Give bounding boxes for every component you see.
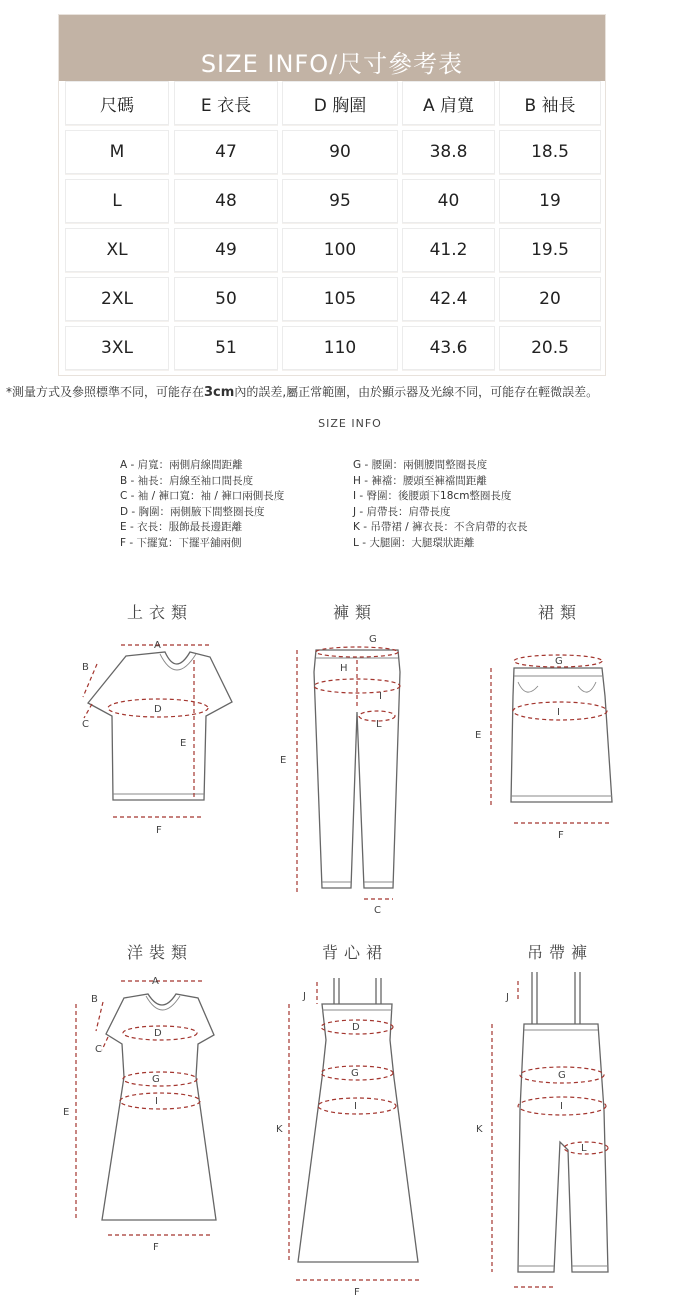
table-header-cell: D 胸圍 <box>282 81 398 125</box>
mark-i: I <box>560 1101 563 1112</box>
table-cell: 20.5 <box>499 326 601 370</box>
mark-c: C <box>374 905 381 916</box>
mark-i: I <box>155 1096 158 1107</box>
table-title: SIZE INFO/尺寸參考表 <box>59 15 605 81</box>
legend-item-b: B - 袖長：肩線至袖口間長度 <box>120 474 254 487</box>
tshirt-dim-c <box>84 704 92 718</box>
table-cell: 95 <box>282 179 398 223</box>
mark-g: G <box>555 656 563 667</box>
mark-a: A <box>154 640 161 651</box>
mark-d: D <box>352 1022 360 1033</box>
dress-dim-b <box>96 1002 103 1031</box>
table-cell: 2XL <box>65 277 169 321</box>
table-cell: 42.4 <box>402 277 495 321</box>
mark-g: G <box>351 1068 359 1079</box>
table-cell: L <box>65 179 169 223</box>
category-skirts: 裙類 <box>537 603 582 622</box>
legend-item-l: L - 大腿圍：大腿環狀距離 <box>353 536 475 549</box>
table-cell: 43.6 <box>402 326 495 370</box>
category-overalls: 吊帶褲 <box>526 943 593 962</box>
overalls-diagram <box>476 972 608 1287</box>
section-label: SIZE INFO <box>318 417 382 430</box>
mark-c: C <box>95 1044 102 1055</box>
table-cell: 90 <box>282 130 398 174</box>
pants-dim-g <box>316 647 398 657</box>
legend-item-h: H - 褲襠：腰頭至褲襠間距離 <box>353 474 487 487</box>
mark-f: F <box>153 1242 159 1253</box>
table-cell: XL <box>65 228 169 272</box>
note-suffix: 內的誤差,屬正常範圍，由於顯示器及光線不同，可能存在輕微誤差。 <box>234 385 599 399</box>
skirt-diagram <box>475 655 612 841</box>
note-prefix: *測量方式及參照標準不同，可能存在 <box>6 385 205 399</box>
mark-d: D <box>154 1028 162 1039</box>
table-cell: 20 <box>499 277 601 321</box>
table-cell: 100 <box>282 228 398 272</box>
category-dresses: 洋裝類 <box>126 943 193 962</box>
mark-l: L <box>581 1143 587 1154</box>
table-cell: M <box>65 130 169 174</box>
category-strap-dress: 背心裙 <box>321 943 388 962</box>
mark-f: F <box>354 1287 360 1298</box>
table-cell: 47 <box>174 130 278 174</box>
mark-j: J <box>303 991 306 1002</box>
dress-diagram <box>63 976 216 1253</box>
table-header-cell: 尺碼 <box>65 81 169 125</box>
table-cell: 38.8 <box>402 130 495 174</box>
legend-item-g: G - 腰圍：兩側腰間整圈長度 <box>353 459 488 471</box>
mark-e: E <box>280 755 287 766</box>
mark-g: G <box>558 1070 566 1081</box>
table-cell: 49 <box>174 228 278 272</box>
legend-item-j: J - 肩帶長：肩帶長度 <box>353 505 451 518</box>
mark-e: E <box>475 730 482 741</box>
table-cell: 3XL <box>65 326 169 370</box>
mark-f: F <box>156 825 162 836</box>
legend-item-d: D - 胸圍：兩側腋下間整圈長度 <box>120 505 265 518</box>
mark-g: G <box>369 634 377 645</box>
skirt-dim-i <box>513 702 607 720</box>
table-cell: 48 <box>174 179 278 223</box>
mark-k: K <box>476 1124 483 1135</box>
mark-i: I <box>354 1101 357 1112</box>
dress-dim-c <box>102 1037 108 1050</box>
mark-h: H <box>340 663 348 674</box>
legend-item-i: I - 臀圍：後腰頭下18cm整圈長度 <box>353 490 512 502</box>
strap-dress-dim-i <box>318 1098 396 1114</box>
table-cell: 105 <box>282 277 398 321</box>
category-pants: 褲類 <box>332 603 377 622</box>
mark-j: J <box>506 992 509 1003</box>
category-tops: 上衣類 <box>126 603 193 622</box>
table-cell: 40 <box>402 179 495 223</box>
mark-i: I <box>557 707 560 718</box>
table-cell: 41.2 <box>402 228 495 272</box>
table-cell: 51 <box>174 326 278 370</box>
legend-item-f: F - 下擺寬：下擺平舖兩側 <box>120 536 242 549</box>
table-header-cell: B 袖長 <box>499 81 601 125</box>
mark-b: B <box>91 994 98 1005</box>
table-cell: 19.5 <box>499 228 601 272</box>
pants-diagram <box>280 634 400 916</box>
note-bold: 3cm <box>204 385 235 400</box>
mark-c: C <box>82 719 89 730</box>
mark-k: K <box>276 1124 283 1135</box>
table-cell: 50 <box>174 277 278 321</box>
legend-item-c: C - 袖 / 褲口寬：袖 / 褲口兩側長度 <box>120 490 285 502</box>
strap-dress-diagram <box>276 978 420 1298</box>
table-header-cell: E 衣長 <box>174 81 278 125</box>
mark-i: I <box>379 691 382 702</box>
table-header-cell: A 肩寬 <box>402 81 495 125</box>
dress-dim-i <box>120 1093 200 1109</box>
table-cell: 110 <box>282 326 398 370</box>
legend-item-e: E - 衣長：服飾最長邊距離 <box>120 521 243 533</box>
mark-a: A <box>152 976 159 987</box>
dress-dim-g <box>123 1072 197 1086</box>
mark-b: B <box>82 662 89 673</box>
legend-item-k: K - 吊帶裙 / 褲衣長：不含肩帶的衣長 <box>353 521 528 533</box>
mark-e: E <box>180 738 187 749</box>
mark-e: E <box>63 1107 70 1118</box>
legend-item-a: A - 肩寬：兩側肩線間距離 <box>120 459 243 471</box>
tshirt-diagram <box>82 640 232 836</box>
table-cell: 18.5 <box>499 130 601 174</box>
mark-g: G <box>152 1074 160 1085</box>
mark-f: F <box>558 830 564 841</box>
mark-l: L <box>376 719 382 730</box>
mark-d: D <box>154 704 162 715</box>
table-cell: 19 <box>499 179 601 223</box>
